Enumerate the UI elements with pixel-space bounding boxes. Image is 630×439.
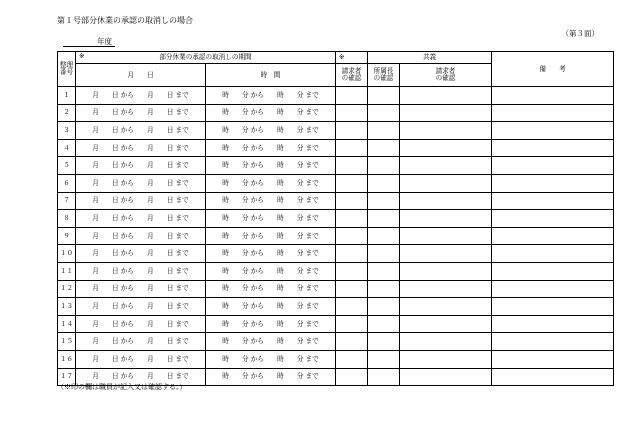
chief-confirm-cell[interactable]: [368, 210, 400, 228]
remarks-cell[interactable]: [492, 315, 614, 333]
requester-confirm-cell[interactable]: [336, 315, 368, 333]
table-row: [58, 315, 614, 333]
time-range-cell[interactable]: 時 分 から 時 分 まで: [206, 368, 336, 386]
remarks-cell[interactable]: [492, 280, 614, 298]
requester-confirm-cell[interactable]: [336, 368, 368, 386]
requester-confirm-cell[interactable]: [336, 104, 368, 122]
requester-confirm2-cell[interactable]: [400, 174, 492, 192]
remarks-cell[interactable]: [492, 104, 614, 122]
requester-confirm-label: 請求者 の確認: [341, 67, 362, 82]
table-row: [58, 210, 614, 228]
requester-confirm2-cell[interactable]: [400, 280, 492, 298]
table-row: [58, 139, 614, 157]
chief-confirm-cell[interactable]: [368, 192, 400, 210]
date-range-cell[interactable]: 月 日 から 月 日 まで: [76, 315, 206, 333]
table-row: [58, 245, 614, 263]
remarks-cell[interactable]: [492, 368, 614, 386]
date-header-label: 月 日: [127, 70, 154, 79]
chief-confirm-cell[interactable]: [368, 350, 400, 368]
chief-confirm-cell[interactable]: [368, 315, 400, 333]
time-range-cell[interactable]: 時 分 から 時 分 まで: [206, 122, 336, 140]
form-title: 第１号部分休業の承認の取消しの場合: [57, 16, 193, 25]
date-range-cell[interactable]: 月 日 から 月 日 まで: [76, 227, 206, 245]
remarks-cell[interactable]: [492, 333, 614, 351]
requester-confirm2-label: 請求者 の確認: [435, 67, 456, 82]
time-range-cell[interactable]: 時 分 から 時 分 まで: [206, 280, 336, 298]
date-range-cell[interactable]: 月 日 から 月 日 まで: [76, 192, 206, 210]
requester-confirm2-cell[interactable]: [400, 210, 492, 228]
requester-confirm-cell[interactable]: [336, 227, 368, 245]
time-range-cell[interactable]: 時 分 から 時 分 まで: [206, 262, 336, 280]
remarks-cell[interactable]: [492, 139, 614, 157]
row-number: １７: [58, 368, 76, 386]
row-number: １５: [58, 333, 76, 351]
requester-confirm2-cell[interactable]: [400, 87, 492, 105]
date-range-cell[interactable]: 月 日 から 月 日 まで: [76, 157, 206, 175]
requester-confirm2-cell[interactable]: [400, 262, 492, 280]
requester-confirm2-cell[interactable]: [400, 350, 492, 368]
remarks-cell[interactable]: [492, 192, 614, 210]
table-row: [58, 262, 614, 280]
time-range-cell[interactable]: 時 分 から 時 分 まで: [206, 227, 336, 245]
row-number: １４: [58, 315, 76, 333]
chief-confirm-cell[interactable]: [368, 227, 400, 245]
table-row: [58, 87, 614, 105]
row-number: １６: [58, 350, 76, 368]
chief-confirm-cell[interactable]: [368, 87, 400, 105]
row-number: １０: [58, 245, 76, 263]
chief-confirm-cell[interactable]: [368, 122, 400, 140]
period-header: [76, 52, 336, 64]
date-range-cell[interactable]: 月 日 から 月 日 まで: [76, 87, 206, 105]
date-range-cell[interactable]: 月 日 から 月 日 まで: [76, 104, 206, 122]
chief-confirm-cell[interactable]: [368, 245, 400, 263]
requester-confirm-cell[interactable]: [336, 280, 368, 298]
table-row: [58, 280, 614, 298]
remarks-cell[interactable]: [492, 122, 614, 140]
time-range-cell[interactable]: 時 分 から 時 分 まで: [206, 139, 336, 157]
remarks-cell[interactable]: [492, 262, 614, 280]
table-row: [58, 157, 614, 175]
time-range-cell[interactable]: 時 分 から 時 分 まで: [206, 174, 336, 192]
chief-confirm-cell[interactable]: [368, 104, 400, 122]
remarks-cell[interactable]: [492, 87, 614, 105]
date-range-cell[interactable]: 月 日 から 月 日 まで: [76, 298, 206, 316]
chief-confirm-cell[interactable]: [368, 157, 400, 175]
requester-confirm-cell[interactable]: [336, 262, 368, 280]
requester-confirm2-cell[interactable]: [400, 122, 492, 140]
time-header: [206, 64, 336, 87]
cancellation-table: [57, 51, 614, 386]
time-range-cell[interactable]: 時 分 から 時 分 まで: [206, 192, 336, 210]
requester-confirm-cell[interactable]: [336, 192, 368, 210]
period-mark: ※: [79, 52, 85, 60]
row-number: １: [58, 87, 76, 105]
requester-confirm-cell[interactable]: [336, 298, 368, 316]
requester-confirm2-cell[interactable]: [400, 139, 492, 157]
requester-confirm2-cell[interactable]: [400, 157, 492, 175]
time-header-label: 時 間: [260, 70, 281, 79]
requester-confirm2-cell[interactable]: [400, 245, 492, 263]
chief-confirm-cell[interactable]: [368, 139, 400, 157]
requester-confirm2-cell[interactable]: [400, 333, 492, 351]
chief-confirm-cell[interactable]: [368, 333, 400, 351]
table-row: [58, 192, 614, 210]
remarks-cell[interactable]: [492, 350, 614, 368]
remarks-cell[interactable]: [492, 174, 614, 192]
row-number: ６: [58, 174, 76, 192]
time-range-cell[interactable]: 時 分 から 時 分 まで: [206, 350, 336, 368]
remarks-cell[interactable]: [492, 245, 614, 263]
table-row: [58, 333, 614, 351]
table-row: [58, 227, 614, 245]
row-number: ７: [58, 192, 76, 210]
date-range-cell[interactable]: 月 日 から 月 日 まで: [76, 350, 206, 368]
date-range-cell[interactable]: 月 日 から 月 日 まで: [76, 122, 206, 140]
serial-number-label: 整理 番号: [59, 61, 74, 76]
period-header-label: 部分休業の承認の取消しの期間: [159, 53, 252, 62]
time-range-cell[interactable]: 時 分 から 時 分 まで: [206, 157, 336, 175]
time-range-cell[interactable]: 時 分 から 時 分 まで: [206, 104, 336, 122]
col-no-header: [58, 52, 76, 87]
table-row: [58, 174, 614, 192]
date-range-cell[interactable]: 月 日 から 月 日 まで: [76, 368, 206, 386]
requester-confirm-cell[interactable]: [336, 210, 368, 228]
chief-confirm-cell[interactable]: [368, 368, 400, 386]
requester-confirm2-cell[interactable]: [400, 192, 492, 210]
chief-confirm-cell[interactable]: [368, 262, 400, 280]
requester-confirm-cell[interactable]: [336, 350, 368, 368]
requester-confirm-cell[interactable]: [336, 157, 368, 175]
remarks-cell[interactable]: [492, 157, 614, 175]
chief-confirm-label: 所属長 の確認: [373, 67, 394, 82]
requester-mark: ※: [339, 53, 345, 62]
table-row: [58, 298, 614, 316]
requester-confirm2-header: [400, 64, 492, 87]
date-range-cell[interactable]: 月 日 から 月 日 まで: [76, 245, 206, 263]
date-range-cell[interactable]: 月 日 から 月 日 まで: [76, 262, 206, 280]
row-number: ５: [58, 157, 76, 175]
page-label: （第３面）: [561, 29, 599, 38]
requester-confirm-cell[interactable]: [336, 245, 368, 263]
row-number: ２: [58, 104, 76, 122]
time-range-cell[interactable]: 時 分 から 時 分 まで: [206, 87, 336, 105]
remarks-header: [492, 52, 614, 87]
chief-confirm-header: [368, 64, 400, 87]
row-number: １３: [58, 298, 76, 316]
date-range-cell[interactable]: 月 日 から 月 日 まで: [76, 174, 206, 192]
chief-confirm-cell[interactable]: [368, 298, 400, 316]
requester-confirm2-cell[interactable]: [400, 368, 492, 386]
year-input-line[interactable]: [63, 46, 115, 47]
row-number: ８: [58, 210, 76, 228]
row-number: ９: [58, 227, 76, 245]
chief-confirm-cell[interactable]: [368, 174, 400, 192]
row-number: １２: [58, 280, 76, 298]
row-number: ４: [58, 139, 76, 157]
chief-confirm-cell[interactable]: [368, 280, 400, 298]
common-header-label: 共義: [422, 53, 437, 62]
footnote: （※印の欄は職員が記入又は確認する。）: [57, 383, 187, 391]
time-range-cell[interactable]: 時 分 から 時 分 まで: [206, 245, 336, 263]
requester-confirm-cell[interactable]: [336, 139, 368, 157]
requester-confirm2-cell[interactable]: [400, 298, 492, 316]
requester-confirm-cell[interactable]: [336, 174, 368, 192]
remarks-cell[interactable]: [492, 298, 614, 316]
requester-confirm-cell[interactable]: [336, 87, 368, 105]
remarks-header-label: 備 考: [539, 64, 566, 73]
table-row: [58, 104, 614, 122]
time-range-cell[interactable]: 時 分 から 時 分 まで: [206, 210, 336, 228]
remarks-cell[interactable]: [492, 227, 614, 245]
table-row: [58, 122, 614, 140]
date-header: [76, 64, 206, 87]
time-range-cell[interactable]: 時 分 から 時 分 まで: [206, 315, 336, 333]
date-range-cell[interactable]: 月 日 から 月 日 まで: [76, 139, 206, 157]
requester-confirm-header: [336, 64, 368, 87]
requester-confirm2-cell[interactable]: [400, 104, 492, 122]
row-number: ３: [58, 122, 76, 140]
requester-confirm2-cell[interactable]: [400, 315, 492, 333]
date-range-cell[interactable]: 月 日 から 月 日 まで: [76, 280, 206, 298]
row-number: １１: [58, 262, 76, 280]
time-range-cell[interactable]: 時 分 から 時 分 まで: [206, 333, 336, 351]
requester-mark-cell: [336, 52, 368, 64]
time-range-cell[interactable]: 時 分 から 時 分 まで: [206, 298, 336, 316]
requester-confirm-cell[interactable]: [336, 333, 368, 351]
date-range-cell[interactable]: 月 日 から 月 日 まで: [76, 333, 206, 351]
year-label: 年度: [97, 37, 112, 46]
common-header: [368, 52, 492, 64]
requester-confirm-cell[interactable]: [336, 122, 368, 140]
table-row: [58, 350, 614, 368]
requester-confirm2-cell[interactable]: [400, 227, 492, 245]
date-range-cell[interactable]: 月 日 から 月 日 まで: [76, 210, 206, 228]
remarks-cell[interactable]: [492, 210, 614, 228]
